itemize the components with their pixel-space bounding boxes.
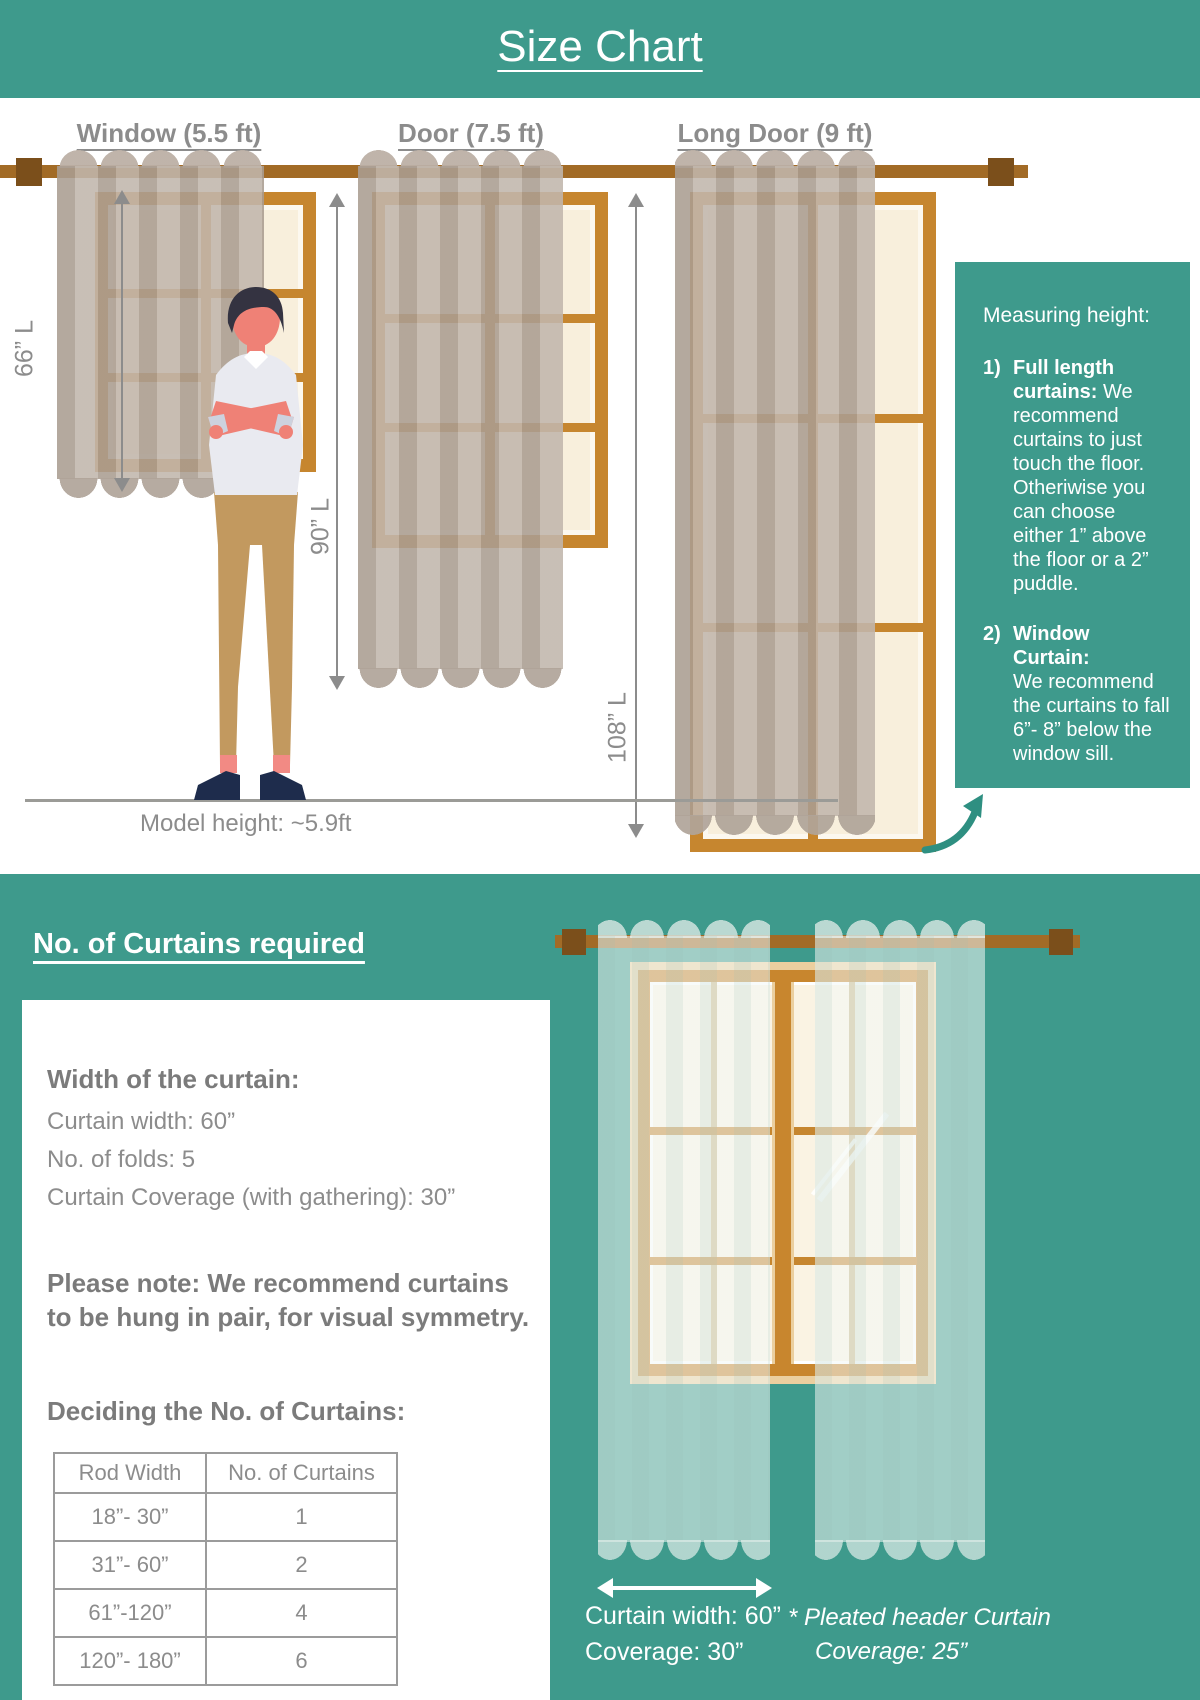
length-label-66: 66” L (10, 320, 39, 377)
curtain-count-cell: 1 (206, 1493, 397, 1541)
door-curtain (358, 166, 563, 669)
right-pale-curtain (815, 936, 985, 1542)
model-figure (170, 287, 330, 802)
page-title: Size Chart (497, 22, 703, 71)
curtain-header-waves (358, 148, 563, 168)
width-line-3: Curtain Coverage (with gathering): 30” (47, 1184, 456, 1211)
measure-arrow-66 (114, 190, 130, 492)
table-row (54, 1541, 397, 1589)
rod-width-cell: 18”- 30” (54, 1493, 206, 1541)
curtain-header-waves (57, 148, 264, 168)
width-line-2: No. of folds: 5 (47, 1146, 196, 1173)
curtain-count-cell: 2 (206, 1541, 397, 1589)
table-row (54, 1589, 397, 1637)
measuring-height-box (955, 262, 1190, 788)
rod-width-table (53, 1452, 398, 1686)
label-window: Window (5.5 ft) (76, 118, 262, 148)
pleated-note-line2: Coverage: 25” (815, 1638, 968, 1665)
pleated-note-line1: * Pleated header Curtain (788, 1604, 1051, 1631)
measuring-item-2 (983, 622, 1170, 766)
down-arrowhead-icon (628, 824, 644, 838)
curtain-header-waves (598, 916, 770, 938)
curtain-hem-waves (815, 1540, 985, 1566)
length-label-108: 108” L (603, 692, 632, 763)
rod-width-cell: 31”- 60” (54, 1541, 206, 1589)
rod-width-cell: 61”-120” (54, 1589, 206, 1637)
rod-end-cap-right (988, 158, 1014, 186)
left-arrowhead-icon (597, 1578, 613, 1598)
width-line-1: Curtain width: 60” (47, 1108, 236, 1135)
table-header-row (54, 1453, 397, 1493)
up-arrowhead-icon (114, 190, 130, 204)
length-label-90: 90” L (306, 498, 335, 555)
rod-end-cap-left (562, 929, 586, 955)
width-measure-arrow (597, 1578, 772, 1598)
label-long-door: Long Door (9 ft) (677, 118, 873, 148)
window-center-divider (772, 982, 794, 1364)
curtain-hem-waves (675, 815, 875, 839)
down-arrowhead-icon (114, 478, 130, 492)
coverage-label: Coverage: 30” (585, 1638, 744, 1666)
deciding-title: Deciding the No. of Curtains: (47, 1396, 406, 1426)
left-pale-curtain (598, 936, 770, 1542)
down-arrowhead-icon (329, 676, 345, 690)
col-header-no-curtains: No. of Curtains (206, 1453, 397, 1493)
curtain-hem-waves (598, 1540, 770, 1566)
curtain-count-cell: 4 (206, 1589, 397, 1637)
measuring-box-heading: Measuring height: (983, 304, 1150, 327)
item-number: 2) (983, 623, 1001, 645)
model-height-caption: Model height: ~5.9ft (140, 810, 352, 837)
rod-end-cap-right (1049, 929, 1073, 955)
long-door-curtain (675, 166, 875, 816)
curtain-width-label: Curtain width: 60” (585, 1602, 781, 1630)
label-door: Door (7.5 ft) (398, 118, 544, 148)
curtain-count-cell: 6 (206, 1637, 397, 1685)
measuring-item-1 (983, 356, 1170, 596)
up-arrowhead-icon (329, 193, 345, 207)
item-number: 1) (983, 357, 1001, 379)
curved-arrow-icon (915, 790, 1000, 856)
curtain-hem-waves (358, 668, 563, 691)
up-arrowhead-icon (628, 193, 644, 207)
width-block-title: Width of the curtain: (47, 1064, 300, 1094)
table-row (54, 1493, 397, 1541)
curtain-header-waves (675, 148, 875, 168)
item-text: Full length curtains: We recommend curtains to just touch the floor. Otheriwise you can choose either 1” above the floor or a 2” puddle. (1013, 357, 1149, 595)
measure-arrow-90 (329, 193, 345, 690)
curtain-header-waves (815, 916, 985, 938)
table-row (54, 1637, 397, 1685)
rod-end-cap-left (16, 158, 42, 186)
floor-line (25, 799, 838, 802)
right-arrowhead-icon (756, 1578, 772, 1598)
item-text: Window Curtain: We recommend the curtains to fall 6”- 8” below the window sill. (1013, 623, 1170, 765)
section2-heading: No. of Curtains required (33, 928, 365, 960)
pair-note: Please note: We recommend curtains to be hung in pair, for visual symmetry. (47, 1268, 530, 1332)
rod-width-cell: 120”- 180” (54, 1637, 206, 1685)
col-header-rod-width: Rod Width (54, 1453, 206, 1493)
